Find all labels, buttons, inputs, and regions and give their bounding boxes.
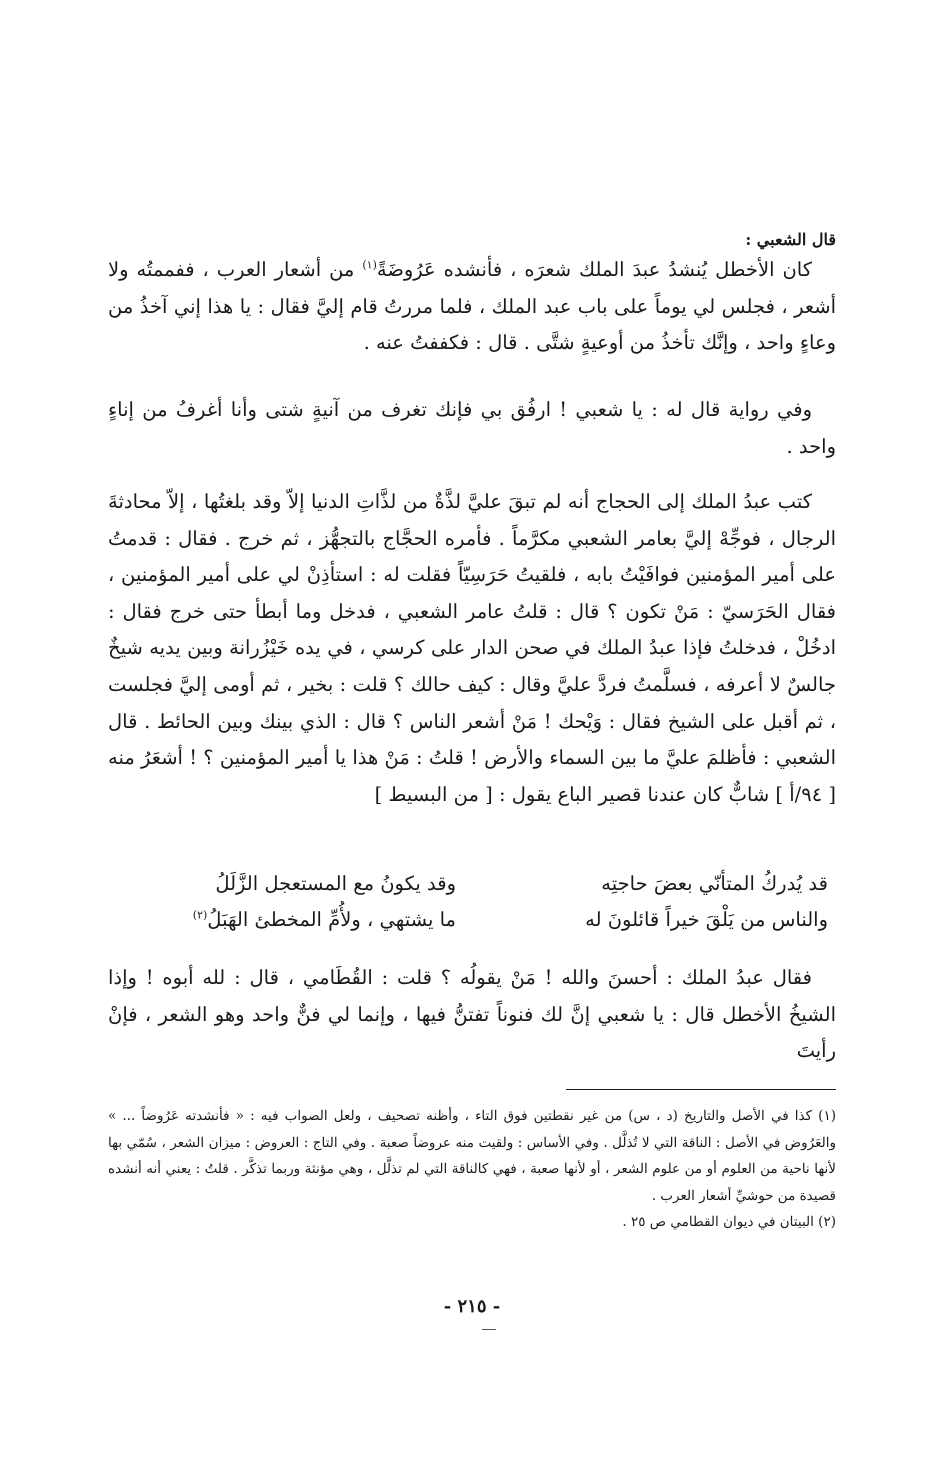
verse-line (108, 866, 836, 902)
page-mark-dash (482, 1329, 496, 1330)
footnote-2: (٢) البيتان في ديوان القطامي ص ٢٥ . (622, 1214, 836, 1230)
footnote-1: (١) كذا في الأصل والتاريخ (د ، س) من غير نقطتين فوق التاء ، وأظنه تصحيف ، ولعل الصواب فيه : « فأنشدته عَرُوضاً ... » والعَرُوض في الأصل : الناقة التي لا تُذلَّل . وفي الأساس : ولقيت منه عروضاً صعبة . وفي التاج : العروض : ميزان الشعر ، سُمّي بها لأنها ناحية من العلوم أو من علوم الشعر ، أو لأنها صعبة ، فهي كالناقة التي لم تذلَّل ، وهي مؤنثة وربما تذكَّر . قلتُ : يعني أنه أنشده قصيدة من حوشيِّ أشعار العرب . (108, 1108, 836, 1204)
verse-second-text: ما يشتهي ، ولأُمِّ المخطئ الهَبَلُ (207, 908, 456, 931)
verse-second-text: وقد يكونُ مع المستعجل الزَّلَلُ (215, 872, 456, 895)
paragraph-4-text: فقال عبدُ الملك : أحسنَ والله ! مَنْ يقولُه ؟ قلت : القُطَامي ، قال : لله أبوه ! وإذا الشيخُ الأخطل قال : يا شعبي إنَّ لك فنوناً تفتنُّ فيها ، وإنما لي فنٌّ واحد وهو الشعر ، فإنْ رأيتَ (108, 966, 836, 1063)
verse-first-hemistich: والناس من يَلْقَ خيراً قائلونَ له (585, 908, 828, 931)
footnotes (108, 1103, 836, 1236)
footnote-ref-1: (١) (362, 258, 377, 272)
verse-second-hemistich (156, 866, 456, 902)
paragraph-1-text-b: من أشعار العرب ، ففممتُه ولا أشعر ، فجلس لي يوماً على باب عبد الملك ، فلما مررتُ قام إليَّ فقال : يا هذا إني آخذُ من وعاءٍ واحد ، وإنَّك تأخذُ من أوعيةٍ شتَّى . قال : فكففتُ عنه . (108, 258, 836, 355)
paragraph-3 (108, 484, 836, 813)
verse-line (108, 902, 836, 938)
paragraph-2-text: وفي رواية قال له : يا شعبي ! ارفُق بي فإنك تغرف من آنيةٍ شتى وأنا أغرفُ من إناءٍ واحد . (108, 398, 836, 458)
paragraph-4 (108, 960, 836, 1070)
paragraph-1 (108, 252, 836, 362)
section-heading: قال الشعبي : (745, 230, 836, 249)
paragraph-3-text: كتب عبدُ الملك إلى الحجاج أنه لم تبقَ عليَّ لذَّةٌ من لذَّاتِ الدنيا إلاّ وقد بلغتُها ، إلاّ محادثةَ الرجال ، فوجِّهْ إليَّ بعامر الشعبي مكرَّماً . فأمره الحجَّاج بالتجهُّز ، ثم خرج . فقال : قدمتُ على أمير المؤمنين فوافَيْتُ بابه ، فلقيتُ حَرَسِيّاً فقلت له : استأذِنْ لي على أمير المؤمنين ، فقال الحَرَسيّ : مَنْ تكون ؟ قال : قلتُ عامر الشعبي ، فدخل وما أبطأ حتى خرج فقال : ادخُلْ ، فدخلتُ فإذا عبدُ الملك في صحن الدار على كرسي ، في يده خَيْزُرانة وبين يديه شيخٌ جالسٌ لا أعرفه ، فسلَّمتُ فردَّ عليَّ وقال : كيف حالك ؟ قلت : بخير ، ثم أومى إليَّ فجلست ، ثم أقبل على الشيخ فقال : وَيْحك ! مَنْ أشعر الناس ؟ قال : الذي بينك وبين الحائط . قال الشعبي : فأظلمَ عليَّ ما بين السماء والأرض ! قلتُ : مَنْ هذا يا أمير المؤمنين ؟ ! أشعَرُ منه [ ٩٤/أ ] شابٌّ كان عندنا قصير الباع يقول : [ من البسيط ] (108, 490, 836, 806)
page-number: - ٢١٥ - (443, 1296, 501, 1317)
verse-first-hemistich: قد يُدركُ المتأنّي بعضَ حاجتِه (601, 872, 828, 895)
paragraph-1-text-a: كان الأخطل يُنشدُ عبدَ الملك شعرَه ، فأنشده عَرُوضَةً (376, 258, 813, 281)
paragraph-2 (108, 392, 836, 465)
footnote-separator (566, 1089, 836, 1090)
verse-second-hemistich (156, 902, 456, 938)
verse-footnote-ref: (٢) (192, 908, 208, 922)
poem-verses (108, 866, 836, 938)
